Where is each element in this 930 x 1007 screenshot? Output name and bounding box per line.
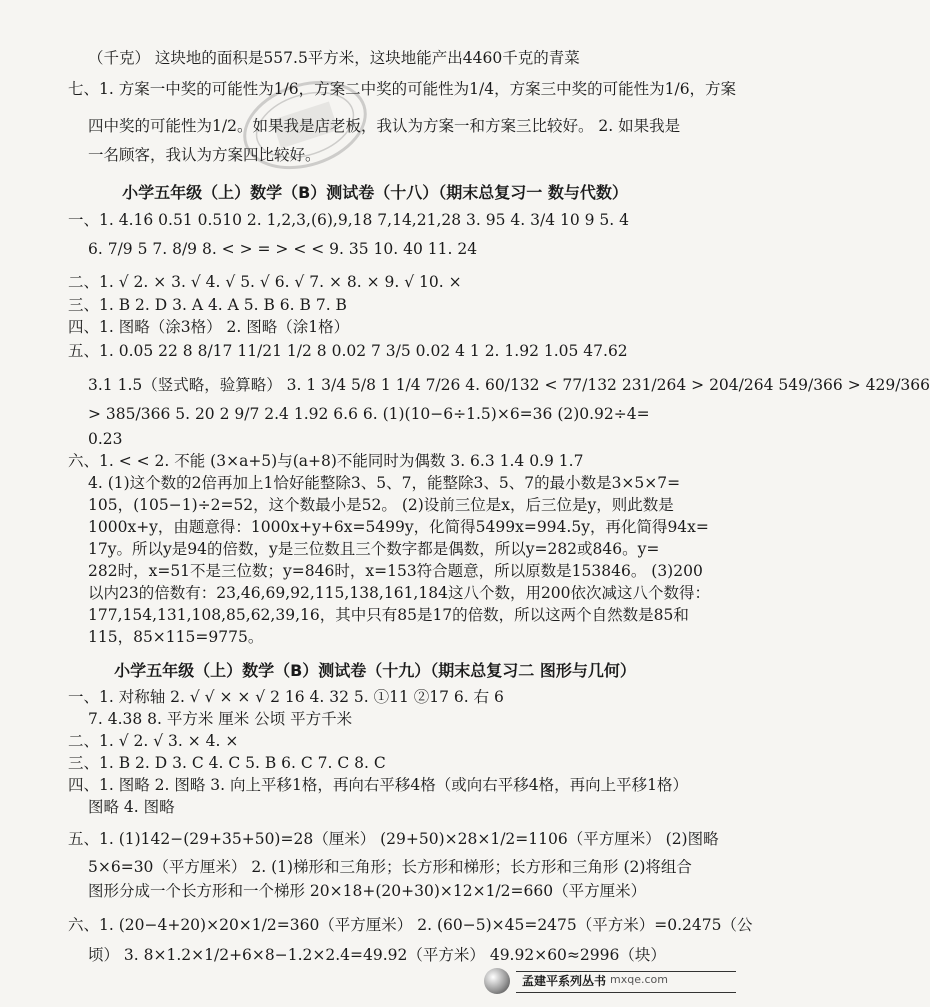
text-line: 115，85×115=9775。 bbox=[88, 628, 264, 646]
footer-brand-bar bbox=[470, 966, 740, 996]
text-line: 177,154,131,108,85,62,39,16，其中只有85是17的倍数，所以这两个自然数是85和 bbox=[88, 606, 689, 624]
text-line: 6. 7/9 5 7. 8/9 8. < > = > < < 9. 35 10. 40 11. 24 bbox=[88, 240, 478, 258]
text-line: 四中奖的可能性为1/2。如果我是店老板，我认为方案一和方案三比较好。 2. 如果我是 bbox=[88, 117, 681, 135]
text-line: 图略 4. 图略 bbox=[88, 798, 175, 816]
text-line: 5×6=30（平方厘米） 2. (1)梯形和三角形；长方形和梯形；长方形和三角形 (2)将组合 bbox=[88, 858, 692, 876]
text-line: 五、1. (1)142−(29+35+50)=28（厘米） (29+50)×28×1/2=1106（平方厘米） (2)图略 bbox=[68, 830, 719, 848]
text-line: 105，(105−1)÷2=52，这个数最小是52。 (2)设前三位是x，后三位是y，则此数是 bbox=[88, 496, 674, 514]
text-line: 4. (1)这个数的2倍再加上1恰好能整除3、5、7，能整除3、5、7的最小数是3×5×7= bbox=[88, 474, 681, 492]
text-line: 七、1. 方案一中奖的可能性为1/6，方案二中奖的可能性为1/4，方案三中奖的可能性为1/6，方案 bbox=[68, 80, 737, 98]
section-heading-19: 小学五年级（上）数学（B）测试卷（十九）（期末总复习二 图形与几何） bbox=[114, 661, 636, 680]
text-line: 三、1. B 2. D 3. C 4. C 5. B 6. C 7. C 8. C bbox=[68, 754, 386, 772]
text-line: 17y。所以y是94的倍数，y是三位数且三个数字都是偶数，所以y=282或846。y= bbox=[88, 540, 660, 558]
text-line: 7. 4.38 8. 平方米 厘米 公顷 平方千米 bbox=[88, 710, 353, 728]
text-line: 3.1 1.5（竖式略，验算略） 3. 1 3/4 5/8 1 1/4 7/26 4. 60/132 < 77/132 231/264 > 204/264 549/366 > 429/366 bbox=[88, 376, 930, 394]
text-line: （千克） 这块地的面积是557.5平方米，这块地能产出4460千克的青菜 bbox=[88, 49, 580, 67]
text-line: 六、1. (20−4+20)×20×1/2=360（平方厘米） 2. (60−5)×45=2475（平方米）=0.2475（公 bbox=[68, 916, 753, 934]
text-line: 一、1. 4.16̇ 0.51 0.510 2. 1,2,3,(6),9,18 7,14,21,28 3. 95 4. 3/4 10 9 5. 4 bbox=[68, 211, 630, 229]
section-heading-18: 小学五年级（上）数学（B）测试卷（十八）（期末总复习一 数与代数） bbox=[122, 183, 628, 202]
text-line: 一、1. 对称轴 2. √ √ × × √ 2 16 4. 32 5. ①11 ②17 6. 右 6 bbox=[68, 688, 504, 706]
decorative-ball-icon bbox=[484, 968, 510, 994]
text-line: 顷） 3. 8×1.2×1/2+6×8−1.2×2.4=49.92（平方米） 49.92×60≈2996（块） bbox=[88, 946, 666, 964]
text-line: > 385/366 5. 20 2 9/7 2.4 1.92 6.6 6. (1)(10−6÷1.5)×6=36 (2)0.92÷4= bbox=[88, 405, 650, 423]
text-line: 图形分成一个长方形和一个梯形 20×18+(20+30)×12×1/2=660（平方厘米） bbox=[88, 882, 647, 900]
text-line: 以内23的倍数有：23,46,69,92,115,138,161,184这八个数，用200依次减这八个数得： bbox=[88, 584, 711, 602]
text-line: 三、1. B 2. D 3. A 4. A 5. B 6. B 7. B bbox=[68, 296, 347, 314]
text-line: 二、1. √ 2. √ 3. × 4. × bbox=[68, 732, 239, 750]
text-line: 0.23 bbox=[88, 430, 123, 448]
text-line: 四、1. 图略 2. 图略 3. 向上平移1格，再向右平移4格（或向右平移4格，再向上平移1格） bbox=[68, 776, 688, 794]
text-line: 二、1. √ 2. × 3. √ 4. √ 5. √ 6. √ 7. × 8. × 9. √ 10. × bbox=[68, 273, 462, 291]
text-line: 282时，x=51不是三位数；y=846时，x=153符合题意，所以原数是153846。 (3)200 bbox=[88, 562, 703, 580]
series-brand-label: 孟建平系列丛书 bbox=[522, 974, 607, 988]
text-line: 五、1. 0.05 22 8 8/17 11/21 1/2 8 0.02 7 3/5 0.02 4 1 2. 1.92 1.05 47.62 bbox=[68, 342, 628, 360]
text-line: 1000x+y，由题意得：1000x+y+6x=5499y，化简得5499x=994.5y，再化简得94x= bbox=[88, 518, 709, 536]
text-line: 六、1. < < 2. 不能 (3×a+5)与(a+8)不能同时为偶数 3. 6.3 1.4 0.9 1.7 bbox=[68, 452, 584, 470]
text-line: 四、1. 图略（涂3格） 2. 图略（涂1格） bbox=[68, 318, 350, 336]
text-line: 一名顾客，我认为方案四比较好。 bbox=[88, 146, 321, 164]
site-watermark-label: mxqe.com bbox=[610, 973, 668, 986]
